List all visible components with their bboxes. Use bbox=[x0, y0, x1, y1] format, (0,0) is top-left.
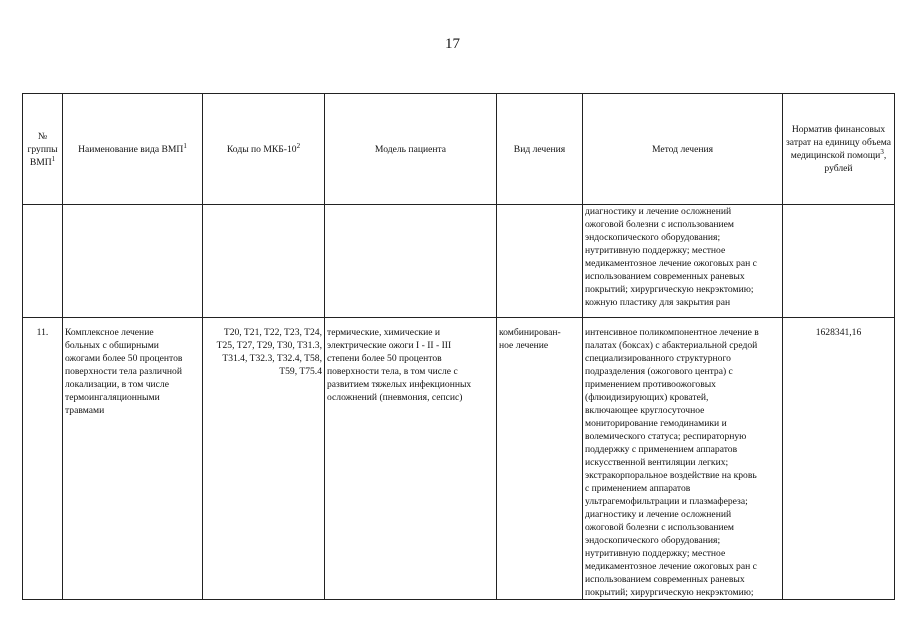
table-row-11 bbox=[23, 318, 895, 600]
cell-empty bbox=[23, 205, 63, 318]
cell-group-no: 11. bbox=[23, 318, 63, 600]
cell-empty bbox=[783, 205, 895, 318]
table-row-continuation bbox=[23, 205, 895, 318]
cell-vmp-name: Комплексное лечение больных с обширными ожогами более 50 процентов поверхности тела различной локализации, в том числе термоингаляционными травмами bbox=[63, 318, 203, 600]
cell-cost: 1628341,16 bbox=[783, 318, 895, 600]
header-patient-model: Модель пациента bbox=[325, 94, 497, 205]
table-header-row bbox=[23, 94, 895, 205]
page-number: 17 bbox=[445, 36, 460, 52]
header-vmp-name: Наименование вида ВМП$^1$ bbox=[63, 94, 203, 205]
cell-icd-codes: T20, T21, T22, T23, T24, T25, T27, T29, T30, T31.3, T31.4, T32.3, T32.4, T58, T59, T75.4 bbox=[203, 318, 325, 600]
cell-empty bbox=[63, 205, 203, 318]
cell-patient-model: термические, химические и электрические ожоги I - II - III степени более 50 процентов поверхности тела, в том числе с развитием тяжелых инфекционных осложнений (пневмония, сепсис) bbox=[325, 318, 497, 600]
header-cost-norm: Норматив финансовых затрат на единицу объема медицинской помощи$^3$, рублей bbox=[783, 94, 895, 205]
vmp-table bbox=[22, 93, 895, 600]
header-treatment-method: Метод лечения bbox=[583, 94, 783, 205]
header-icd-codes: Коды по МКБ-$10^2$ bbox=[203, 94, 325, 205]
cell-empty bbox=[497, 205, 583, 318]
cell-treatment-type: комбинирован- ное лечение bbox=[497, 318, 583, 600]
cell-treatment-method: диагностику и лечение осложнений ожоговой болезни с использованием эндоскопического оборудования; нутритивную поддержку; местное медикаментозное лечение ожоговых ран с использованием современных раневых покрытий; хирургическую некрэктомию; кожную пластику для закрытия ран bbox=[583, 205, 783, 318]
cell-treatment-method: интенсивное поликомпонентное лечение в палатах (боксах) с абактериальной средой специализированного структурного подразделения (ожогового центра) с применением противоожоговых (флюидизирующих) кроватей, включающее круглосуточное мониторирование гемодинамики и волемического статуса; респираторную поддержку с применением аппаратов искусственной вентиляции легких; экстракорпоральное воздействие на кровь с применением аппаратов ультрагемофильтрации и плазмафереза; диагностику и лечение осложнений ожоговой болезни с использованием эндоскопического оборудования; нутритивную поддержку; местное медикаментозное лечение ожоговых ран с использованием современных раневых покрытий; хирургическую некрэктомию; bbox=[583, 318, 783, 600]
header-group-no: № группы ВМП$^1$ bbox=[23, 94, 63, 205]
cell-empty bbox=[325, 205, 497, 318]
cell-empty bbox=[203, 205, 325, 318]
header-treatment-type: Вид лечения bbox=[497, 94, 583, 205]
